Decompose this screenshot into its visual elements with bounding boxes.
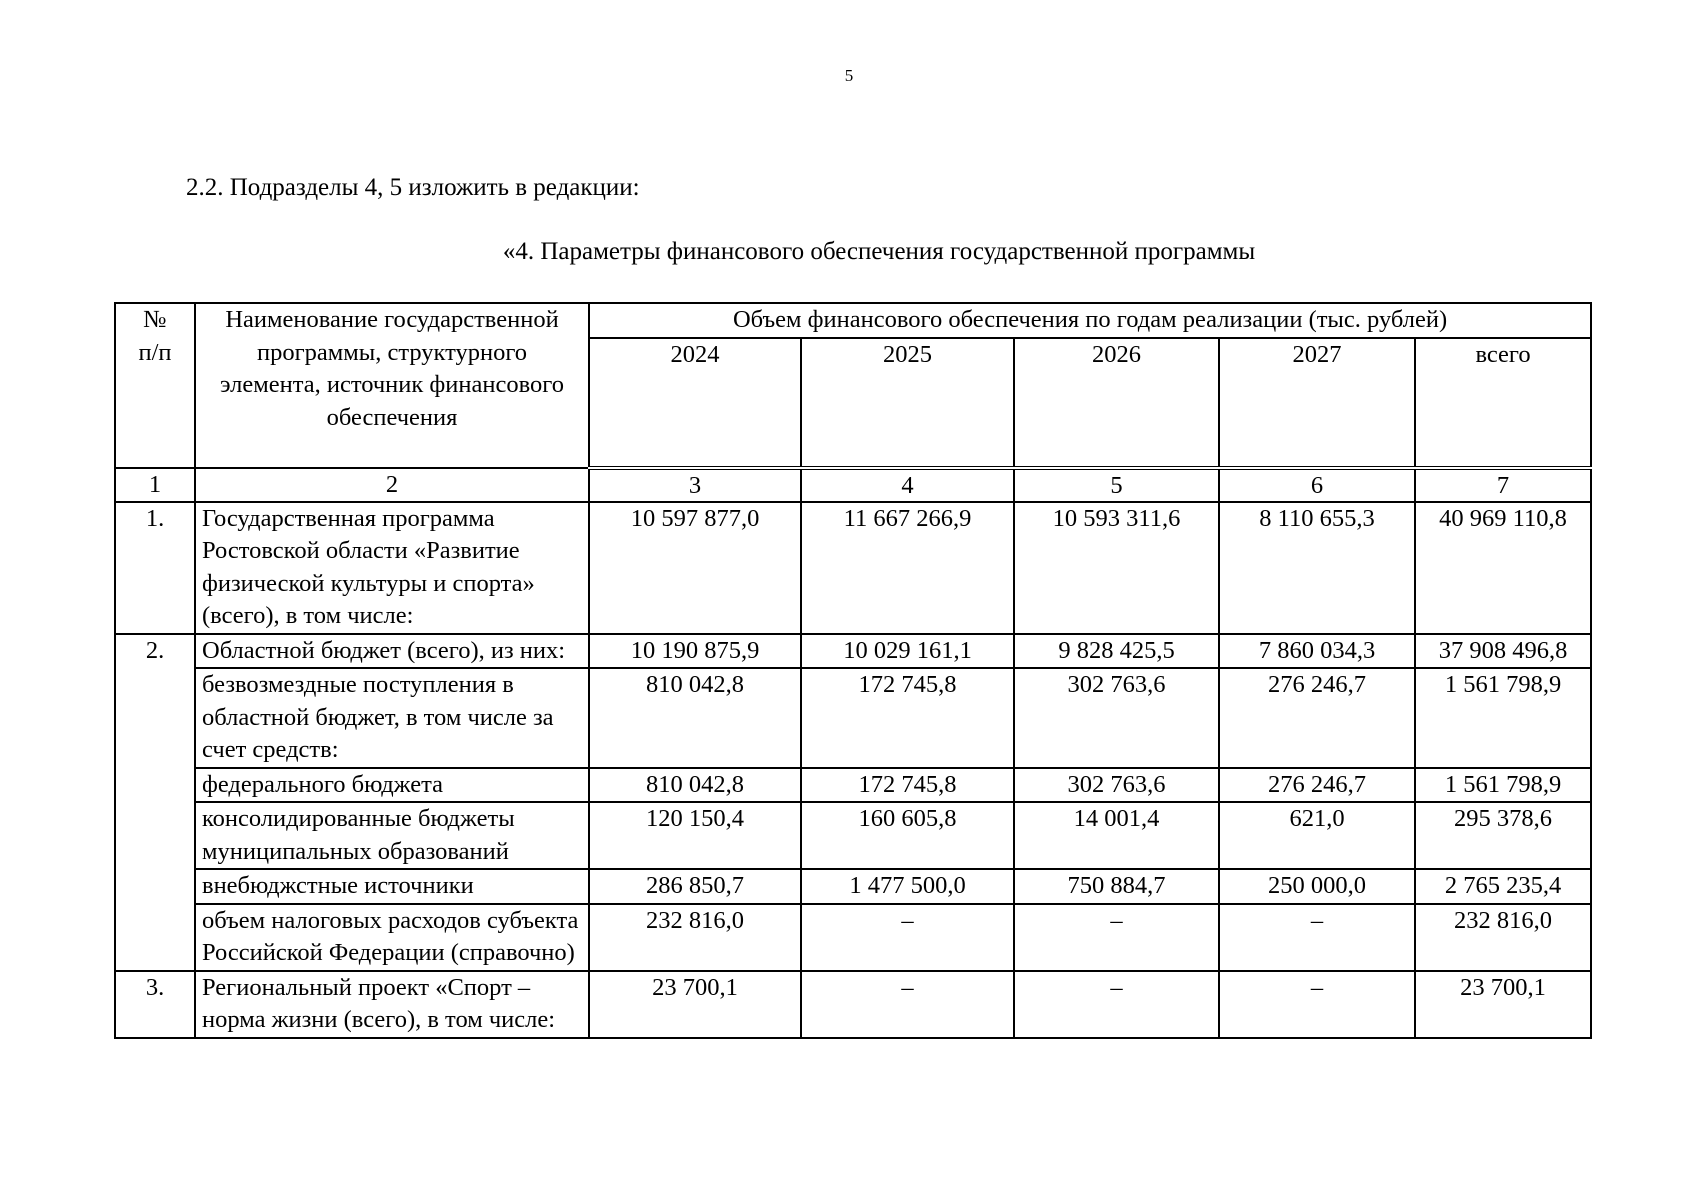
value-2027: 276 246,7 — [1219, 768, 1415, 803]
value-2024: 810 042,8 — [589, 668, 801, 768]
value-2025: 11 667 266,9 — [801, 502, 1014, 634]
value-total: 23 700,1 — [1415, 971, 1591, 1038]
value-2024: 10 190 875,9 — [589, 634, 801, 669]
header-volume: Объем финансового обеспечения по годам реализации (тыс. рублей) — [589, 303, 1591, 338]
row-name: федерального бюджета — [195, 768, 589, 803]
row-num: 1. — [115, 502, 195, 634]
row-name: Региональный проект «Спорт – норма жизни (всего), в том числе: — [195, 971, 589, 1038]
column-numbers-row — [115, 468, 1591, 502]
value-2026: 302 763,6 — [1014, 768, 1219, 803]
value-2025: 172 745,8 — [801, 668, 1014, 768]
value-2026: 10 593 311,6 — [1014, 502, 1219, 634]
header-name: Наименование государственной программы, структурного элемента, источник финансового обеспечения — [195, 303, 589, 468]
value-2024: 286 850,7 — [589, 869, 801, 904]
value-total: 1 561 798,9 — [1415, 768, 1591, 803]
financing-table — [114, 302, 1592, 1039]
value-2026: 750 884,7 — [1014, 869, 1219, 904]
value-2027: 621,0 — [1219, 802, 1415, 869]
table-row — [115, 904, 1591, 971]
row-num: 3. — [115, 971, 195, 1038]
col-number: 7 — [1415, 468, 1591, 502]
page-number: 5 — [844, 66, 854, 85]
table-row — [115, 768, 1591, 803]
value-2025: – — [801, 904, 1014, 971]
value-2025: 172 745,8 — [801, 768, 1014, 803]
value-2025: 1 477 500,0 — [801, 869, 1014, 904]
row-name: консолидированные бюджеты муниципальных образований — [195, 802, 589, 869]
value-2026: 9 828 425,5 — [1014, 634, 1219, 669]
table-row — [115, 668, 1591, 768]
row-name: объем налоговых расходов субъекта Российской Федерации (справочно) — [195, 904, 589, 971]
value-2027: 8 110 655,3 — [1219, 502, 1415, 634]
table-row — [115, 971, 1591, 1038]
value-2027: – — [1219, 904, 1415, 971]
value-2026: 302 763,6 — [1014, 668, 1219, 768]
col-number: 3 — [589, 468, 801, 502]
value-2026: – — [1014, 904, 1219, 971]
value-2027: 7 860 034,3 — [1219, 634, 1415, 669]
header-num: № п/п — [115, 303, 195, 468]
col-number: 4 — [801, 468, 1014, 502]
value-total: 1 561 798,9 — [1415, 668, 1591, 768]
row-num: 2. — [115, 634, 195, 971]
table-row — [115, 869, 1591, 904]
value-2025: 10 029 161,1 — [801, 634, 1014, 669]
row-name: внебюджстные источники — [195, 869, 589, 904]
value-2025: – — [801, 971, 1014, 1038]
col-number: 1 — [115, 468, 195, 502]
table-row — [115, 502, 1591, 634]
col-number: 6 — [1219, 468, 1415, 502]
value-total: 295 378,6 — [1415, 802, 1591, 869]
table-row — [115, 802, 1591, 869]
col-number: 2 — [195, 468, 589, 502]
col-number: 5 — [1014, 468, 1219, 502]
header-2025: 2025 — [801, 338, 1014, 468]
value-2026: 14 001,4 — [1014, 802, 1219, 869]
row-name: Областной бюджет (всего), из них: — [195, 634, 589, 669]
row-name: безвозмездные поступления в областной бюджет, в том числе за счет средств: — [195, 668, 589, 768]
value-2026: – — [1014, 971, 1219, 1038]
value-total: 37 908 496,8 — [1415, 634, 1591, 669]
intro-text: 2.2. Подразделы 4, 5 изложить в редакции: — [186, 174, 640, 201]
value-2024: 10 597 877,0 — [589, 502, 801, 634]
section-title: «4. Параметры финансового обеспечения государственной программы — [502, 238, 1256, 265]
header-total: всего — [1415, 338, 1591, 468]
table-row — [115, 634, 1591, 669]
value-total: 2 765 235,4 — [1415, 869, 1591, 904]
value-2024: 810 042,8 — [589, 768, 801, 803]
value-total: 40 969 110,8 — [1415, 502, 1591, 634]
value-2027: 276 246,7 — [1219, 668, 1415, 768]
value-total: 232 816,0 — [1415, 904, 1591, 971]
header-2024: 2024 — [589, 338, 801, 468]
value-2024: 120 150,4 — [589, 802, 801, 869]
value-2024: 23 700,1 — [589, 971, 801, 1038]
value-2025: 160 605,8 — [801, 802, 1014, 869]
value-2027: 250 000,0 — [1219, 869, 1415, 904]
header-2026: 2026 — [1014, 338, 1219, 468]
row-name: Государственная программа Ростовской области «Развитие физической культуры и спорта» (всего), в том числе: — [195, 502, 589, 634]
value-2027: – — [1219, 971, 1415, 1038]
value-2024: 232 816,0 — [589, 904, 801, 971]
header-2027: 2027 — [1219, 338, 1415, 468]
